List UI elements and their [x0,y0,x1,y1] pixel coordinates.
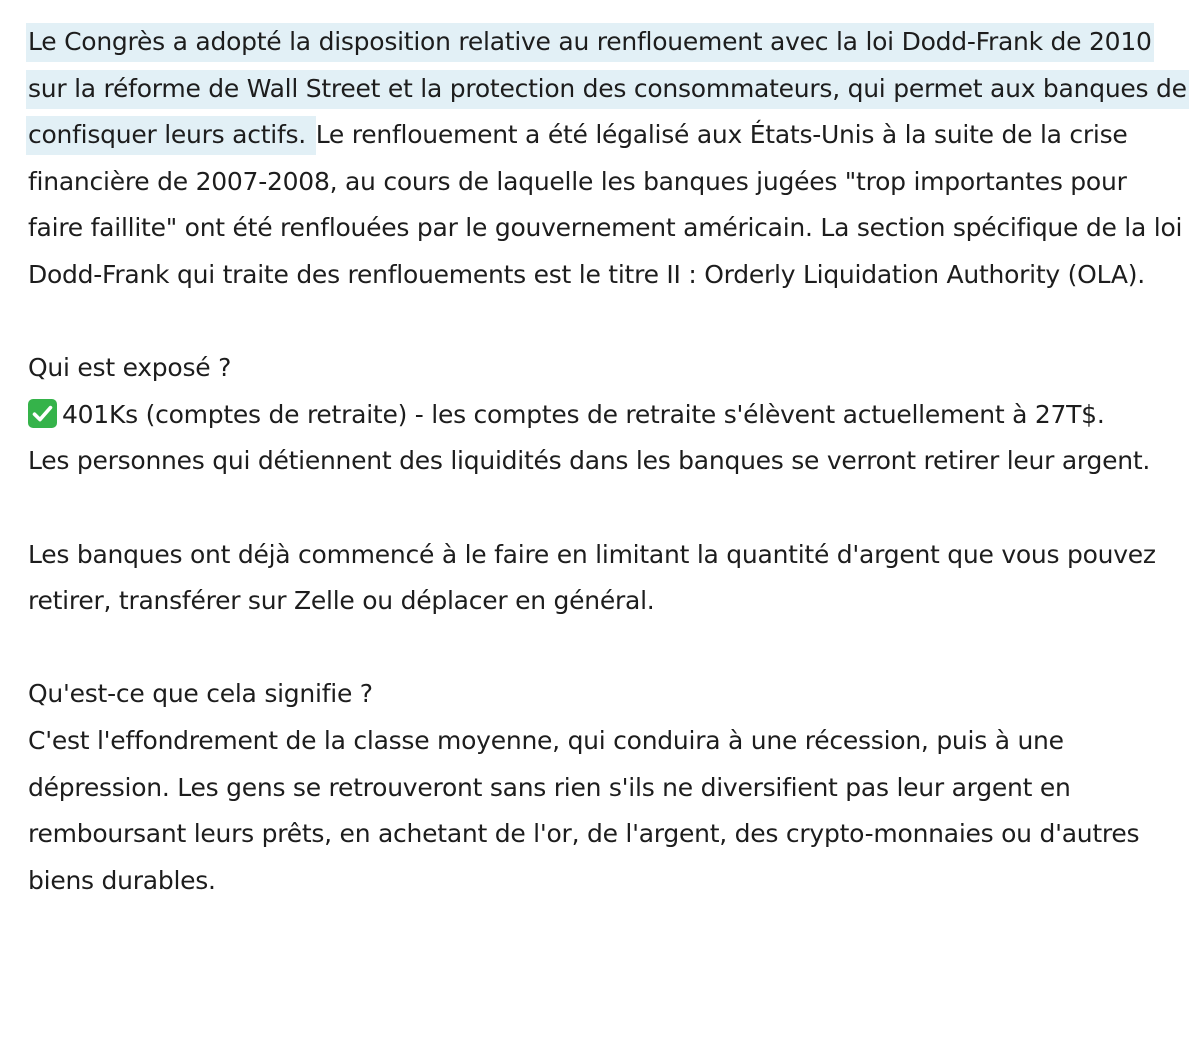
highlighted-text: Le Congrès a adopté la disposition relative au renflouement avec la loi Dodd-Frank de 2010 sur la réforme de Wall Street et la protection des consommateurs, qui permet aux banques de confisquer leurs actifs. [26,23,1189,155]
list-item-401k [28,392,1188,439]
heading-exposed: Qui est exposé ? [28,353,232,383]
blank-line [28,625,1188,672]
blank-line [28,485,1188,532]
paragraph-dodd-frank [28,19,1188,299]
paragraph-banks: Les banques ont déjà commencé à le faire en limitant la quantité d'argent que vous pouvez retirer, transférer sur Zelle ou déplacer en général. [28,539,1156,616]
checkmark-icon [28,399,57,428]
paragraph-meaning: C'est l'effondrement de la classe moyenne, qui conduira à une récession, puis à une dépression. Les gens se retrouveront sans rien s'ils ne diversifient pas leur argent en remboursant leurs prêts, en achetant de l'or, de l'argent, des crypto-monnaies ou d'autres biens durables. [28,725,1140,895]
paragraph-continuation: Le renflouement a été légalisé aux États-Unis à la suite de la crise financière de 2007-2008, au cours de laquelle les banques jugées "trop importantes pour faire faillite" ont été renflouées par le gouvernement américain. La section spécifique de la loi Dodd-Frank qui traite des renflouements est le titre II : Orderly Liquidation Authority (OLA). [28,120,1183,289]
heading-meaning: Qu'est-ce que cela signifie ? [28,679,373,709]
document-body [28,19,1188,904]
item-401k-text: 401Ks (comptes de retraite) - les comptes de retraite s'élèvent actuellement à 27T$. [62,399,1105,429]
blank-line [28,299,1188,346]
paragraph-cash-holders: Les personnes qui détiennent des liquidités dans les banques se verront retirer leur argent. [28,446,1151,476]
